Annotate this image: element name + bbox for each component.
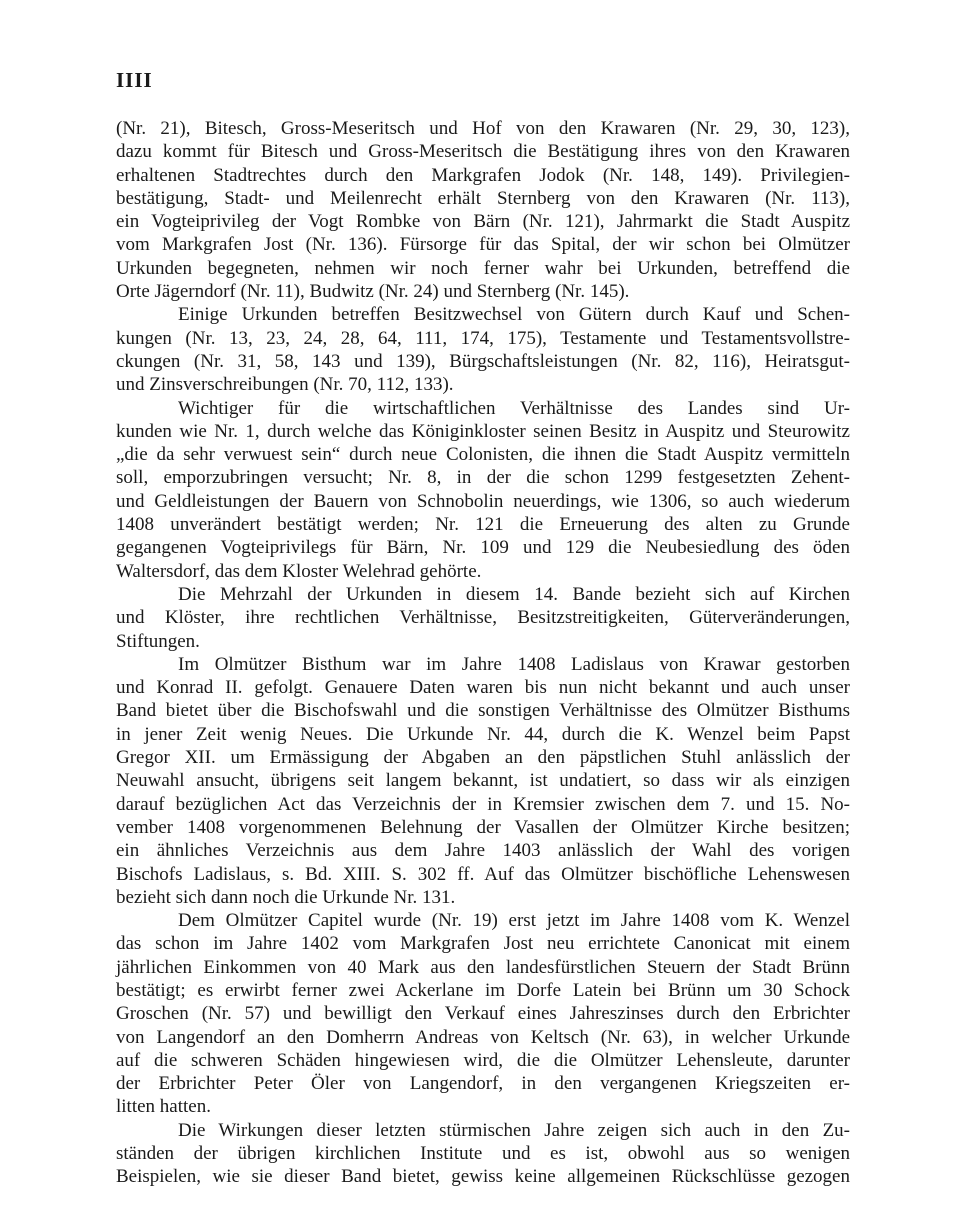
body-text bbox=[116, 117, 850, 1189]
text-line: bestätigung, Stadt- und Meilenrecht erhält Sternberg von den Krawaren (Nr. 113), bbox=[116, 187, 850, 209]
text-line: darauf bezüglichen Act das Verzeichnis der in Kremsier zwischen dem 7. und 15. No- bbox=[116, 793, 850, 815]
text-line: Band bietet über die Bischofswahl und die sonstigen Verhältnisse des Olmützer Bisthums bbox=[116, 700, 850, 722]
text-line: dazu kommt für Bitesch und Gross-Meseritsch die Bestätigung ihres von den Krawaren bbox=[116, 141, 850, 163]
text-line: von Langendorf an den Domherrn Andreas von Keltsch (Nr. 63), in welcher Urkunde bbox=[116, 1026, 850, 1048]
text-line: Bischofs Ladislaus, s. Bd. XIII. S. 302 ff. Auf das Olmützer bischöfliche Lehenswesen bbox=[116, 863, 850, 885]
text-line: vember 1408 vorgenommenen Belehnung der Vasallen der Olmützer Kirche besitzen; bbox=[116, 816, 850, 838]
text-line: Die Mehrzahl der Urkunden in diesem 14. Bande bezieht sich auf Kirchen bbox=[178, 583, 850, 605]
text-line: kungen (Nr. 13, 23, 24, 28, 64, 111, 174, 175), Testamente und Testamentsvollstre- bbox=[116, 327, 850, 349]
text-line: ständen der übrigen kirchlichen Institute und es ist, obwohl aus so wenigen bbox=[116, 1143, 850, 1165]
text-line: und Geldleistungen der Bauern von Schnobolin neuerdings, wie 1306, so auch wiederum bbox=[116, 490, 850, 512]
text-line: bezieht sich dann noch die Urkunde Nr. 131. bbox=[116, 886, 456, 908]
text-line: 1408 unverändert bestätigt werden; Nr. 121 die Erneuerung des alten zu Grunde bbox=[116, 514, 850, 536]
text-line: Groschen (Nr. 57) und bewilligt den Verkauf eines Jahreszinses durch den Erbrichter bbox=[116, 1003, 850, 1025]
text-line: und Klöster, ihre rechtlichen Verhältnisse, Besitzstreitigkeiten, Güterveränderungen, bbox=[116, 607, 850, 629]
text-line: in jener Zeit wenig Neues. Die Urkunde Nr. 44, durch die K. Wenzel beim Papst bbox=[116, 723, 850, 745]
text-line: bestätigt; es erwirbt ferner zwei Ackerlane im Dorfe Latein bei Brünn um 30 Schock bbox=[116, 979, 850, 1001]
text-line: ein Vogteiprivileg der Vogt Rombke von Bärn (Nr. 121), Jahrmarkt die Stadt Auspitz bbox=[116, 211, 850, 233]
page-number: IIII bbox=[116, 68, 153, 92]
text-line: auf die schweren Schäden hingewiesen wird, die die Olmützer Lehensleute, darunter bbox=[116, 1049, 850, 1071]
text-line: Orte Jägerndorf (Nr. 11), Budwitz (Nr. 24) und Sternberg (Nr. 145). bbox=[116, 281, 630, 303]
text-line: litten hatten. bbox=[116, 1096, 211, 1118]
text-line: ckungen (Nr. 31, 58, 143 und 139), Bürgschaftsleistungen (Nr. 82, 116), Heiratsgut- bbox=[116, 350, 850, 372]
text-line: vom Markgrafen Jost (Nr. 136). Fürsorge für das Spital, der wir schon bei Olmützer bbox=[116, 234, 850, 256]
text-line: und Zinsverschreibungen (Nr. 70, 112, 133). bbox=[116, 374, 454, 396]
text-line: Waltersdorf, das dem Kloster Welehrad gehörte. bbox=[116, 560, 482, 582]
text-line: und Konrad II. gefolgt. Genauere Daten waren bis nun nicht bekannt und auch unser bbox=[116, 677, 850, 699]
text-line: der Erbrichter Peter Öler von Langendorf, in den vergangenen Kriegszeiten er- bbox=[116, 1073, 850, 1095]
text-line: jährlichen Einkommen von 40 Mark aus den landesfürstlichen Steuern der Stadt Brünn bbox=[116, 956, 850, 978]
text-line: Dem Olmützer Capitel wurde (Nr. 19) erst jetzt im Jahre 1408 vom K. Wenzel bbox=[178, 910, 850, 932]
text-line: gegangenen Vogteiprivilegs für Bärn, Nr. 109 und 129 die Neubesiedlung des öden bbox=[116, 537, 850, 559]
text-line: Im Olmützer Bisthum war im Jahre 1408 Ladislaus von Krawar gestorben bbox=[178, 653, 850, 675]
text-line: Stiftungen. bbox=[116, 630, 200, 652]
text-line: Einige Urkunden betreffen Besitzwechsel von Gütern durch Kauf und Schen- bbox=[178, 304, 850, 326]
text-line: Wichtiger für die wirtschaftlichen Verhältnisse des Landes sind Ur- bbox=[178, 397, 850, 419]
text-line: Gregor XII. um Ermässigung der Abgaben an den päpstlichen Stuhl anlässlich der bbox=[116, 747, 850, 769]
text-line: Die Wirkungen dieser letzten stürmischen Jahre zeigen sich auch in den Zu- bbox=[178, 1119, 850, 1141]
text-line: das schon im Jahre 1402 vom Markgrafen Jost neu errichtete Canonicat mit einem bbox=[116, 933, 850, 955]
text-line: „die da sehr verwuest sein“ durch neue Colonisten, die ihnen die Stadt Auspitz vermitteln bbox=[116, 444, 850, 466]
text-line: kunden wie Nr. 1, durch welche das Königinkloster seinen Besitz in Auspitz und Steurowitz bbox=[116, 420, 850, 442]
text-line: (Nr. 21), Bitesch, Gross-Meseritsch und Hof von den Krawaren (Nr. 29, 30, 123), bbox=[116, 118, 850, 139]
text-line: Neuwahl ansucht, übrigens seit langem bekannt, ist undatiert, so dass wir als einzigen bbox=[116, 770, 850, 792]
text-line: erhaltenen Stadtrechtes durch den Markgrafen Jodok (Nr. 148, 149). Privilegien- bbox=[116, 164, 850, 186]
text-line: ein ähnliches Verzeichnis aus dem Jahre 1403 anlässlich der Wahl des vorigen bbox=[116, 840, 850, 862]
text-line: soll, emporzubringen versucht; Nr. 8, in der die schon 1299 festgesetzten Zehent- bbox=[116, 467, 850, 489]
text-line: Beispielen, wie sie dieser Band bietet, gewiss keine allgemeinen Rückschlüsse gezogen bbox=[116, 1166, 850, 1188]
text-line: Urkunden begegneten, nehmen wir noch ferner wahr bei Urkunden, betreffend die bbox=[116, 257, 850, 279]
